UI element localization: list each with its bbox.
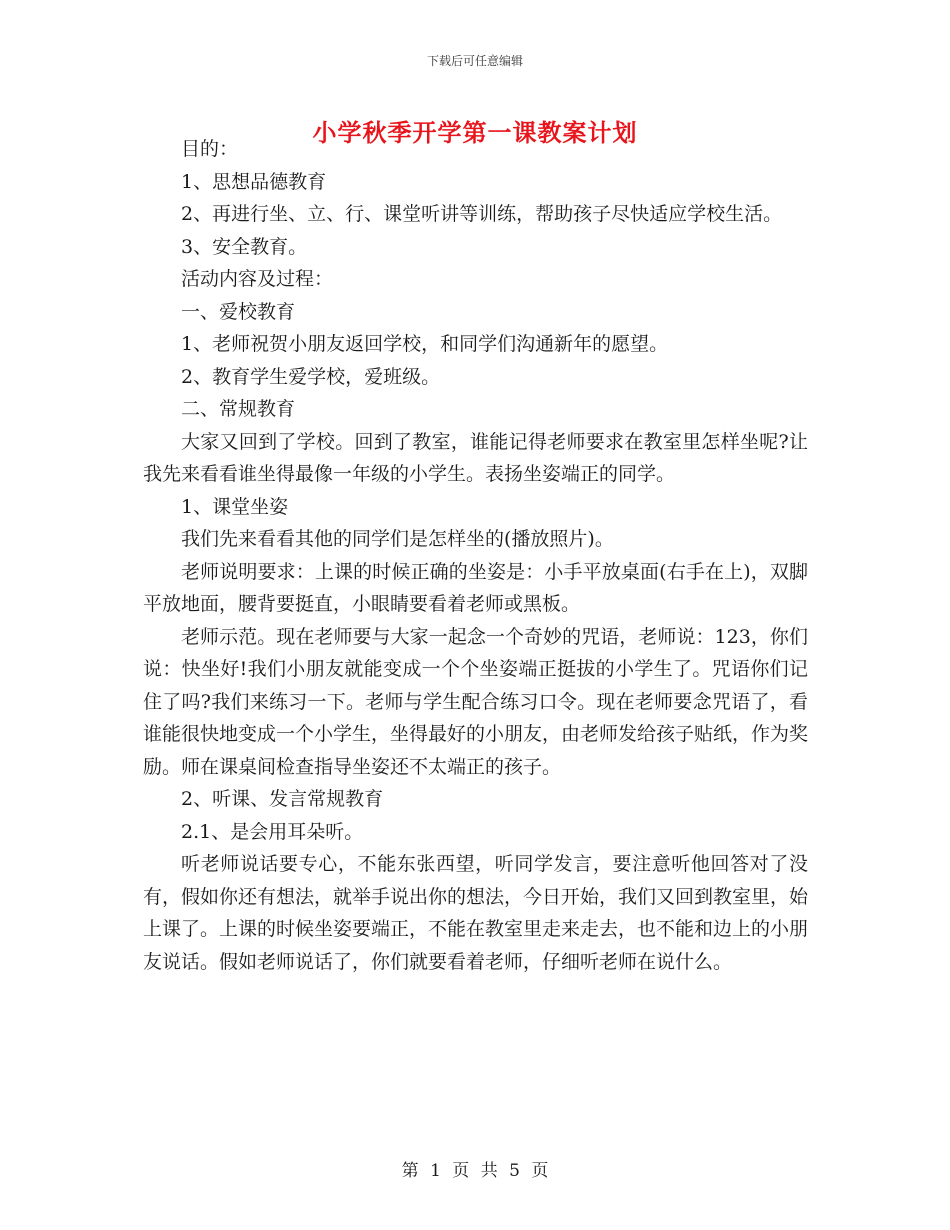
header-note: 下载后可任意编辑 — [426, 54, 523, 68]
subsection-heading: 1、课堂坐姿 — [181, 495, 289, 518]
paragraph: 1、老师祝贺小朋友返回学校，和同学们沟通新年的愿望。 — [181, 333, 669, 355]
paragraph: 2、再进行坐、立、行、课堂听讲等训练，帮助孩子尽快适应学校生活。 — [181, 203, 783, 225]
paragraph: 3、安全教育。 — [181, 235, 308, 258]
paragraph: 大家又回到了学校。回到了教室，谁能记得老师要求在教室里怎样坐呢?让我先来看看谁坐得最像一年级的小学生。表扬坐姿端正的同学。 — [143, 430, 808, 485]
document-body — [143, 133, 808, 978]
paragraph: 1、思想品德教育 — [181, 170, 327, 193]
section-heading: 二、常规教育 — [181, 398, 296, 420]
paragraph: 活动内容及过程： — [181, 268, 334, 290]
document-title: 小学秋季开学第一课教案计划 — [312, 118, 638, 147]
subsection-heading: 2、听课、发言常规教育 — [181, 788, 384, 810]
paragraph: 老师说明要求：上课的时候正确的坐姿是：小手平放桌面(右手在上)，双脚平放地面，腰背要挺直，小眼睛要看着老师或黑板。 — [143, 560, 808, 615]
paragraph: 我们先来看看其他的同学们是怎样坐的(播放照片)。 — [181, 528, 614, 550]
page-footer: 第 1 页 共 5 页 — [401, 1161, 549, 1181]
paragraph: 目的： — [181, 138, 239, 160]
section-heading: 一、爱校教育 — [181, 300, 296, 323]
paragraph: 2.1、是会用耳朵听。 — [181, 820, 364, 843]
paragraph: 老师示范。现在老师要与大家一起念一个奇妙的咒语，老师说：123，你们说：快坐好!我们小朋友就能变成一个个坐姿端正挺拔的小学生了。咒语你们记住了吗?我们来练习一下。老师与学生配合练习口令。现在老师要念咒语了，看谁能很快地变成一个小学生，坐得最好的小朋友，由老师发给孩子贴纸，作为奖励。师在课桌间检查指导坐姿还不太端正的孩子。 — [143, 625, 809, 778]
paragraph: 听老师说话要专心，不能东张西望，听同学发言，要注意听他回答对了没有，假如你还有想法，就举手说出你的想法，今日开始，我们又回到教室里，始上课了。上课的时候坐姿要端正，不能在教室里走来走去，也不能和边上的小朋友说话。假如老师说话了，你们就要看着老师，仔细听老师在说什么。 — [143, 853, 809, 973]
paragraph: 2、教育学生爱学校，爱班级。 — [181, 365, 441, 388]
